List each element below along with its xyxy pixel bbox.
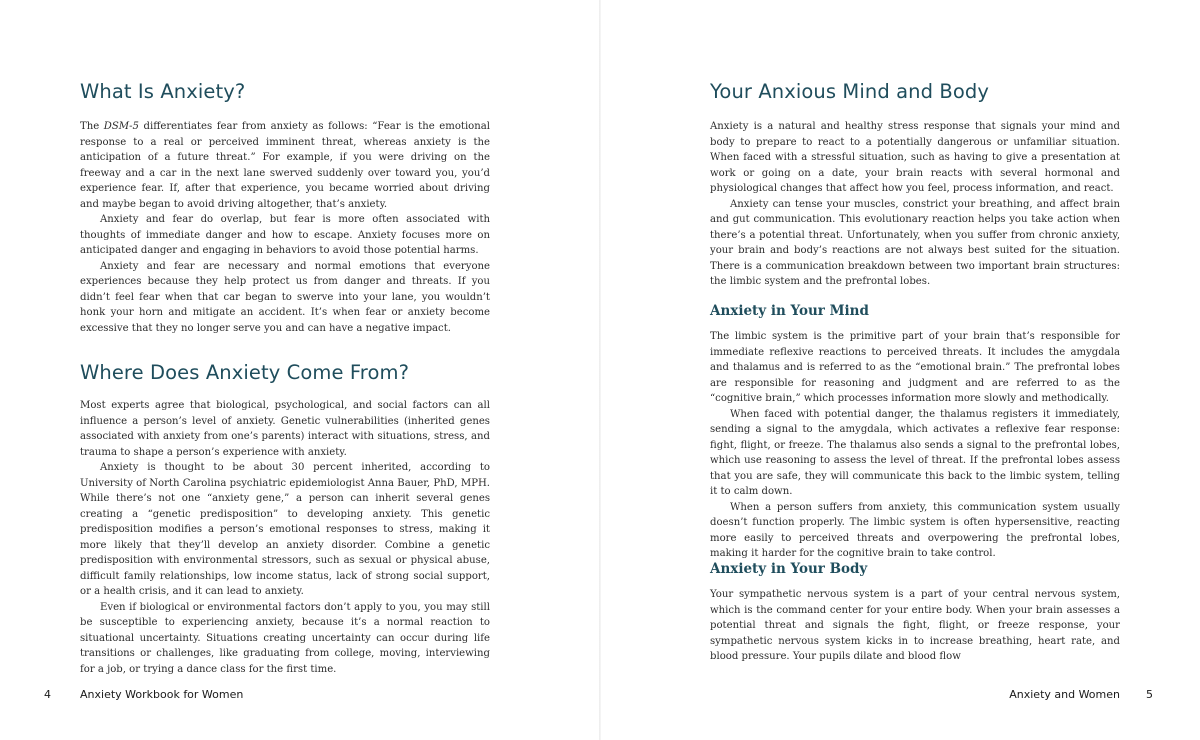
subsection-body-anxiety-in-your-mind <box>710 329 1120 562</box>
paragraph: When faced with potential danger, the thalamus registers it immediately, sending a signal to the amygdala, which activates a reflexive fear response: fight, flight, or freeze. The thalamus also sends a signal to the prefrontal lobes, which use reasoning to assess the level of threat. If the prefrontal lobes assess that you are safe, they will communicate this back to the limbic system, telling it to calm down. <box>710 408 1120 497</box>
left-page-number: 4 <box>44 688 51 701</box>
paragraph: Anxiety is thought to be about 30 percent inherited, according to University of North Carolina psychiatric epidemiologist Anna Bauer, PhD, MPH. While there’s not one “anxiety gene,” a person can inherit several genes creating a “genetic predisposition” to developing anxiety. This genetic predisposition modifies a person’s emotional responses to stress, making it more likely that they’ll develop an anxiety disorder. Combine a genetic predisposition with environmental stressors, such as sexual or physical abuse, difficult family relationships, low income status, lack of strong social support, or a health crisis, and it can lead to anxiety. <box>80 462 490 597</box>
paragraph: Anxiety and fear do overlap, but fear is more often associated with thoughts of immediate danger and how to escape. Anxiety focuses more on anticipated danger and engaging in behaviors to avoid those potential harms. <box>80 214 490 256</box>
paragraph: Anxiety can tense your muscles, constrict your breathing, and affect brain and gut communication. This evolutionary reaction helps you take action when there’s a potential threat. Unfortunately, when you suffer from chronic anxiety, your brain and body’s reactions are not always best suited for the situation. There is a communication breakdown between two important brain structures: the limbic system and the prefrontal lobes. <box>710 198 1120 287</box>
section-body-where-does-anxiety-come-from <box>80 398 490 677</box>
subsection-body-anxiety-in-your-body <box>710 587 1120 665</box>
section-title-what-is-anxiety: What Is Anxiety? <box>80 80 246 103</box>
page-gutter <box>599 0 601 740</box>
right-running-head: Anxiety and Women <box>1009 688 1120 701</box>
subsection-title-anxiety-in-your-mind: Anxiety in Your Mind <box>710 303 869 319</box>
paragraph: Anxiety and fear are necessary and normal emotions that everyone experiences because they help protect us from danger and threats. If you didn’t feel fear when that car began to swerve into your lane, you wouldn’t honk your horn and mitigate an accident. It’s when fear or anxiety become excessive that they no longer serve you and can have a negative impact. <box>80 260 490 334</box>
left-page <box>80 0 490 740</box>
paragraph: When a person suffers from anxiety, this communication system usually doesn’t function properly. The limbic system is often hypersensitive, reacting more easily to perceived threats and overpowering the prefrontal lobes, making it harder for the cognitive brain to take control. <box>710 501 1120 559</box>
paragraph: The limbic system is the primitive part of your brain that’s responsible for immediate reflexive reactions to perceived threats. It includes the amygdala and thalamus and is referred to as the “emotional brain.” The prefrontal lobes are responsible for reasoning and judgment and are referred to as the “cognitive brain,” which processes information more slowly and methodically. <box>710 331 1120 404</box>
section-title-your-anxious-mind-and-body: Your Anxious Mind and Body <box>710 80 990 103</box>
left-running-head: Anxiety Workbook for Women <box>80 688 244 701</box>
paragraph: Most experts agree that biological, psychological, and social factors can all influence a person’s level of anxiety. Genetic vulnerabilities (inherited genes associated with anxiety from one’s parents) interact with situations, stress, and trauma to shape a person’s experience with anxiety. <box>80 400 490 458</box>
subsection-title-anxiety-in-your-body: Anxiety in Your Body <box>710 561 868 577</box>
section-body-your-anxious-mind-and-body <box>710 119 1120 290</box>
right-page-number: 5 <box>1146 688 1153 701</box>
paragraph-text: The <box>80 121 104 132</box>
right-page <box>710 0 1120 740</box>
section-body-what-is-anxiety <box>80 119 490 336</box>
paragraph <box>80 119 490 212</box>
paragraph-text: differentiates fear from anxiety as follows: “Fear is the emotional response to a real or perceived imminent threat, whereas anxiety is the anticipation of a future threat.” For example, if you were driving on the freeway and a car in the next lane swerved suddenly over toward you, you’d experience fear. If, after that experience, you became worried about driving and maybe began to avoid driving altogether, that’s anxiety. <box>80 121 491 210</box>
paragraph: Your sympathetic nervous system is a part of your central nervous system, which is the command center for your entire body. When your brain assesses a potential threat and signals the fight, flight, or freeze response, your sympathetic nervous system kicks in to increase breathing, heart rate, and blood pressure. Your pupils dilate and blood flow <box>710 589 1120 662</box>
paragraph: Anxiety is a natural and healthy stress response that signals your mind and body to prepare to react to a potentially dangerous or unfamiliar situation. When faced with a stressful situation, such as having to give a presentation at work or going on a date, your brain reacts with several hormonal and physiological changes that affect how you feel, process information, and react. <box>710 121 1120 194</box>
section-title-where-does-anxiety-come-from: Where Does Anxiety Come From? <box>80 361 410 384</box>
emphasis-dsm5: DSM-5 <box>103 121 139 132</box>
paragraph: Even if biological or environmental factors don’t apply to you, you may still be susceptible to experiencing anxiety, because it’s a normal reaction to situational uncertainty. Situations creating uncertainty can occur during life transitions or challenges, like graduating from college, moving, interviewing for a job, or trying a dance class for the first time. <box>80 601 490 675</box>
